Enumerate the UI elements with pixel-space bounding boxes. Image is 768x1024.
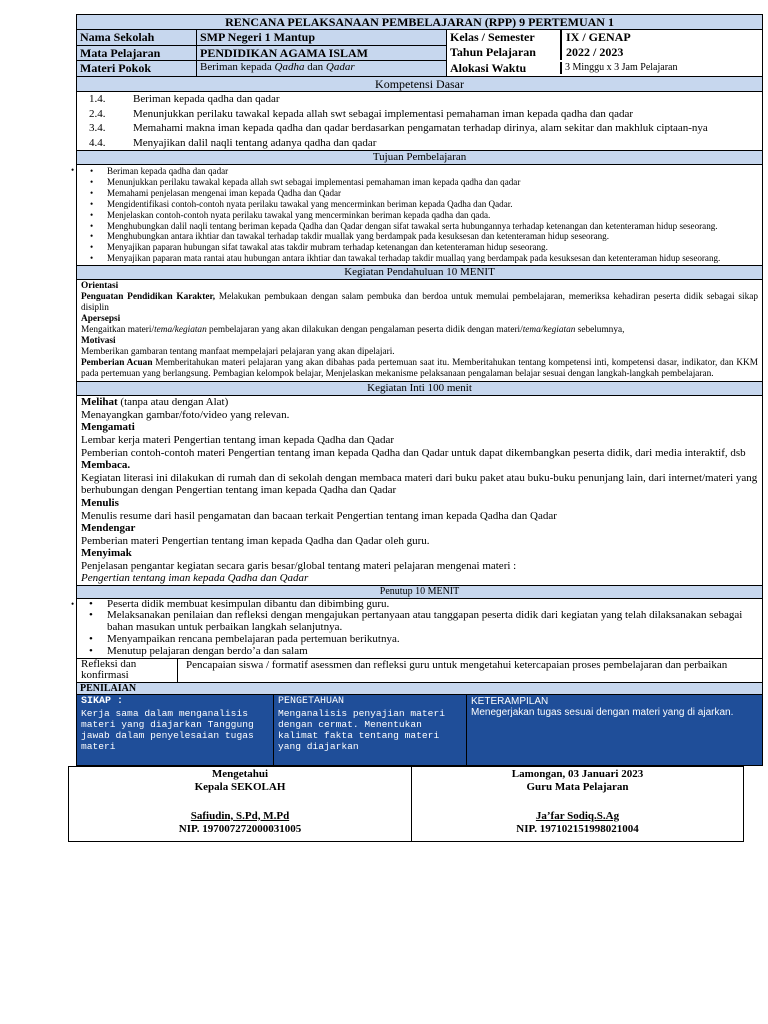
menyimak-topic: Pengertian tentang iman kepada Qadha dan Qadar <box>81 572 309 585</box>
pengetahuan-text: Menganalisis penyajian materi dengan cermat. Menentukan kalimat fakta tentang materi yang diajarkan <box>278 707 445 752</box>
menyimak-text: Penjelasan pengantar kegiatan secara garis besar/global tentang materi pelajaran mengenai materi : <box>81 559 517 572</box>
kompetensi-text: Menyajikan dalil naqli tentang adanya qadha dan qadar <box>133 136 377 149</box>
mapel-value: PENDIDIKAN AGAMA ISLAM <box>197 45 447 61</box>
penutup-list: • • Peserta didik membuat kesimpulan dibantu dan dibimbing guru. • Melaksanakan penilaian dan refleksi dengan mengajukan pertanyaan atau tanggapan peserta didik dari kegiatan yang telah dilaksanakan sebagai bahan masukan untuk perbaikan langkah selanjutnya. • Menyampaikan rencana pembelajaran pada pertemuan berikutnya. • Menutup pelajaran dengan berdo’a dan salam <box>77 598 763 658</box>
class-info-block <box>447 30 763 77</box>
place-date-text: Lamongan, 03 Januari 2023 <box>511 767 644 780</box>
motivasi-paragraph: Memberikan gambaran tentang manfaat mempelajari pelajaran yang akan dipelajari. <box>81 347 395 358</box>
karakter-paragraph: Penguatan Pendidikan Karakter, Melakukan pembukaan dengan salam pembuka dan berdoa untuk memulai pembelajaran, memeriksa kehadiran peserta didik sebagai sikap disiplin <box>81 292 759 314</box>
mengamati-text-1: Lembar kerja materi Pengertian tentang iman kepada Qadha dan Qadar <box>81 433 395 446</box>
signature-right <box>412 766 744 841</box>
penilaian-header: PENILAIAN <box>77 682 763 694</box>
mengamati-heading: Mengamati <box>81 421 135 434</box>
guru-name: Ja’far Sodiq.S.Ag <box>535 809 620 822</box>
keterampilan-text: Menegerjakan tugas sesuai dengan materi yang di ajarkan. <box>471 707 734 719</box>
mengamati-text-2: Pemberian contoh-contoh materi Pengertian tentang iman kepada Qadha dan Qadar untuk dapat dikembangkan peserta didik, dari media interaktif, dsb <box>81 446 746 459</box>
tujuan-item: • Menunjukkan perilaku tawakal kepada allah swt sebagai implementasi pemahaman iman kepada qadha dan qadar <box>107 177 758 188</box>
kelas-value: IX / GENAP <box>560 30 631 45</box>
alokasi-label: Alokasi Waktu <box>450 61 527 75</box>
kepala-sekolah-name: Safiudin, S.Pd, M.Pd <box>190 809 290 822</box>
mendengar-text: Pemberian materi Pengertian tentang iman kepada Qadha dan Qadar oleh guru. <box>81 534 430 547</box>
kompetensi-number: 3.4. <box>89 122 106 134</box>
tujuan-header: Tujuan Pembelajaran <box>77 151 763 165</box>
penutup-item: • Melaksanakan penilaian dan refleksi dengan mengajukan pertanyaan atau tanggapan peserta didik dari kegiatan yang telah dilaksanakan sebagai bahan masukan untuk perbaikan langkah selanjutnya. <box>107 610 758 634</box>
menulis-text: Menulis resume dari hasil pengamatan dan bacaan terkait Pengertian tentang iman kepada Qadha dan Qadar <box>81 509 557 522</box>
kompetensi-text: Menunjukkan perilaku tawakal kepada allah swt sebagai implementasi pemahaman iman kepada qadha dan qadar <box>133 107 634 120</box>
tujuan-item: • Menyajikan paparan mata rantai atau hubungan antara ikhtiar dan tawakal terhadap takdir muallaq yang berdampak pada kesuksesan dan ketenteraman hidup seseorang. <box>107 253 758 264</box>
tahun-label: Tahun Pelajaran <box>450 45 536 59</box>
pengetahuan-cell <box>274 695 467 765</box>
refleksi-text: Pencapaian siswa / formatif asessmen dan refleksi guru untuk mengetahui ketercapaian proses pembelajaran dan perbaikan <box>186 658 728 671</box>
apersepsi-paragraph: Mengaitkan materi/tema/kegiatan pembelajaran yang akan dilakukan dengan pengalaman peserta didik dengan materi/tema/kegiatan sebelumnya, <box>81 325 625 336</box>
kompetensi-header: Kompetensi Dasar <box>77 77 763 92</box>
tujuan-item: • Mengidentifikasi contoh-contoh nyata perilaku tawakal yang mencerminkan beriman kepada Qadha dan Qadar. <box>107 199 758 210</box>
pengetahuan-title: PENGETAHUAN <box>278 695 345 707</box>
sekolah-value: SMP Negeri 1 Mantup <box>197 30 447 46</box>
tahun-value: 2022 / 2023 <box>560 45 623 60</box>
materi-label: Materi Pokok <box>77 61 197 77</box>
menulis-heading: Menulis <box>81 496 119 509</box>
kompetensi-number: 1.4. <box>89 93 106 105</box>
tujuan-item: • Menjelaskan contoh-contoh nyata perilaku tawakal yang mencerminkan beriman kepada qadha dan qada. <box>107 210 758 221</box>
tujuan-item: • Menyajikan paparan hubungan sifat tawakal atas takdir mubram terhadap ketenangan dan ketenteraman hidup seseorang. <box>107 242 758 253</box>
kompetensi-item <box>81 136 758 151</box>
menyimak-heading: Menyimak <box>81 547 132 560</box>
tujuan-item: • Memahami penjelasan mengenai iman kepada Qadha dan Qadar <box>107 188 758 199</box>
acuan-paragraph: Pemberian Acuan Memberitahukan materi pelajaran yang akan dibahas pada pertemuan saat itu. Memberitahukan tentang kompetensi inti, kompetensi dasar, indikator, dan KKM pada pertemuan yang berlangsung. Pembagian kelompok belajar, Menjelaskan mekanisme pelaksanaan pengalaman belajar sesuai dengan langkah-langkah pembelajaran. <box>81 358 759 380</box>
pendahuluan-header: Kegiatan Pendahuluan 10 MENIT <box>77 266 763 280</box>
tujuan-item: • Beriman kepada qadha dan qadar <box>107 166 758 177</box>
guru-nip: NIP. 197102151998021004 <box>516 822 639 835</box>
kompetensi-item <box>81 92 758 107</box>
signature-left <box>69 766 412 841</box>
melihat-heading: Melihat (tanpa atau dengan Alat) <box>81 396 229 409</box>
tujuan-item: • Menghubungkan antara ikhtiar dan tawakal terhadap takdir muallak yang berdampak pada kesuksesan dan ketenteraman hidup seseorang. <box>107 231 758 242</box>
membaca-text: Kegiatan literasi ini dilakukan di rumah dan di sekolah dengan membaca materi dari buku paket atau buku-buku penunjang lain, dari internet/materi yang berhubungan dengan Pengertian tentang iman kepada Qadha dan Qadar <box>81 471 758 497</box>
rpp-document <box>71 14 762 842</box>
mendengar-heading: Mendengar <box>81 522 136 535</box>
kompetensi-text: Memahami makna iman kepada qadha dan qadar berdasarkan pengamatan terhadap dirinya, alam sekitar dan makhluk ciptaan-nya <box>133 122 708 134</box>
melihat-text: Menayangkan gambar/foto/video yang relevan. <box>81 408 290 421</box>
inti-header: Kegiatan Inti 100 menit <box>77 382 763 396</box>
keterampilan-cell <box>467 695 762 765</box>
mengetahui-text: Mengetahui <box>211 767 269 780</box>
pendahuluan-body <box>77 280 763 382</box>
refleksi-row <box>77 658 763 682</box>
kompetensi-number: 2.4. <box>89 107 106 120</box>
penilaian-grid <box>77 694 763 765</box>
sikap-text: Kerja sama dalam menganalisis materi yang diajarkan Tanggung jawab dalam penyelesaian tugas materi <box>81 707 254 752</box>
keterampilan-title: KETERAMPILAN <box>471 695 549 707</box>
kompetensi-item <box>81 121 758 136</box>
kepala-sekolah-nip: NIP. 197007272000031005 <box>178 822 302 835</box>
motivasi-heading: Motivasi <box>81 336 116 347</box>
sikap-title: SIKAP : <box>81 695 124 707</box>
penutup-item: • Menutup pelajaran dengan berdo’a dan salam <box>107 646 758 658</box>
sekolah-label: Nama Sekolah <box>77 30 197 46</box>
orientasi-heading: Orientasi <box>81 281 119 292</box>
kelas-label: Kelas / Semester <box>450 30 535 44</box>
document-title: RENCANA PELAKSANAAN PEMBELAJARAN (RPP) 9 PERTEMUAN 1 <box>77 15 763 30</box>
penutup-item: • Peserta didik membuat kesimpulan dibantu dan dibimbing guru. <box>107 599 758 611</box>
membaca-heading: Membaca. <box>81 459 131 472</box>
kompetensi-number: 4.4. <box>89 136 106 149</box>
kepala-sekolah-text: Kepala SEKOLAH <box>194 780 286 793</box>
penutup-item: • Menyampaikan rencana pembelajaran pada pertemuan berikutnya. <box>107 634 758 646</box>
inti-body <box>77 396 763 586</box>
guru-mapel-text: Guru Mata Pelajaran <box>526 780 629 793</box>
mapel-label: Mata Pelajaran <box>77 45 197 61</box>
alokasi-value: 3 Minggu x 3 Jam Pelajaran <box>560 62 677 74</box>
signature-table <box>68 766 744 842</box>
kompetensi-text: Beriman kepada qadha dan qadar <box>133 93 280 105</box>
sikap-cell <box>77 695 274 765</box>
kompetensi-item <box>81 107 758 122</box>
refleksi-label: Refleksi dan konfirmasi <box>77 659 178 682</box>
kompetensi-list <box>77 92 763 151</box>
penutup-header: Penutup 10 MENIT <box>77 586 763 599</box>
tujuan-item: • Menghubungkan dalil naqli tentang beriman kepada Qadha dan Qadar dengan sifat tawakal serta hubungannya terhadap ketenangan dan ketenteraman hidup seseorang. <box>107 221 758 232</box>
apersepsi-heading: Apersepsi <box>81 314 121 325</box>
materi-value: Beriman kepada Qadha dan Qadar <box>197 61 447 77</box>
tujuan-list: • • Beriman kepada qadha dan qadar • Menunjukkan perilaku tawakal kepada allah swt sebagai implementasi pemahaman iman kepada qadha dan qadar • Memahami penjelasan mengenai iman kepada Qadha dan Qadar • Mengidentifikasi contoh-contoh nyata perilaku tawakal yang mencerminkan beriman kepada Qadha dan Qadar. • Menjelaskan contoh-contoh nyata perilaku tawakal yang mencerminkan beriman kepada qadha dan qada. • Menghubungkan dalil naqli tentang beriman kepada Qadha dan Qadar dengan sifat tawakal serta hubungannya terhadap ketenangan dan ketenteraman hidup seseorang. • Menghubungkan antara ikhtiar dan tawakal terhadap takdir muallak yang berdampak pada kesuksesan dan ketenteraman hidup seseorang. • Menyajikan paparan hubungan sifat tawakal atas takdir mubram terhadap ketenangan dan ketenteraman hidup seseorang. • Menyajikan paparan mata rantai atau hubungan antara ikhtiar dan tawakal terhadap takdir muallaq yang berdampak pada kesuksesan dan ketenteraman hidup seseorang. <box>77 165 763 266</box>
